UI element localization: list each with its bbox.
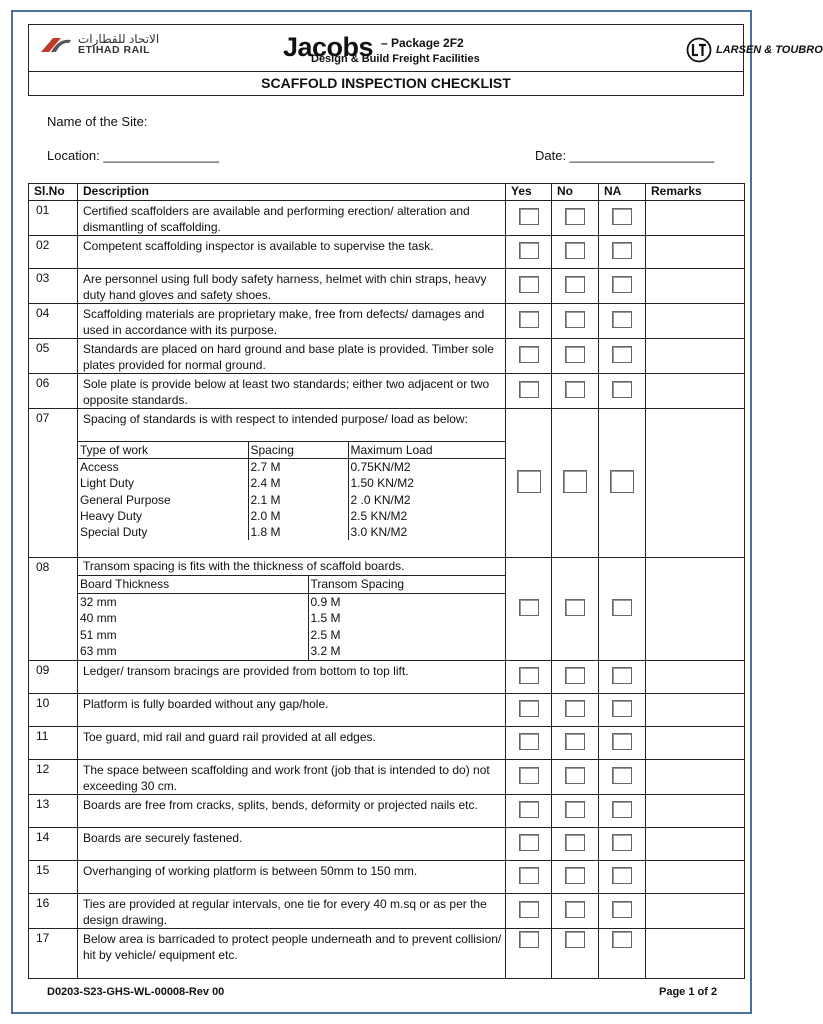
spacing-load: 2.5 KN/M2 xyxy=(348,508,505,524)
remarks-cell[interactable] xyxy=(646,693,745,726)
yes-checkbox[interactable] xyxy=(519,733,539,750)
checklist-title: SCAFFOLD INSPECTION CHECKLIST xyxy=(28,72,744,96)
table-row xyxy=(29,374,745,409)
yes-checkbox[interactable] xyxy=(519,667,539,684)
row-description: Toe guard, mid rail and guard rail provided at all edges. xyxy=(78,726,506,759)
no-checkbox[interactable] xyxy=(565,381,585,398)
no-checkbox[interactable] xyxy=(565,901,585,918)
no-checkbox[interactable] xyxy=(565,867,585,884)
yes-checkbox[interactable] xyxy=(519,242,539,259)
remarks-cell[interactable] xyxy=(646,339,745,374)
row-number: 04 xyxy=(29,304,78,339)
yes-checkbox[interactable] xyxy=(519,931,539,948)
table-row xyxy=(29,236,745,269)
etihad-rail-mark-icon xyxy=(39,34,73,54)
checklist-table xyxy=(28,183,745,979)
row-number: 07 xyxy=(29,409,78,558)
row-description: Ties are provided at regular intervals, one tie for every 40 m.sq or as per the design drawing. xyxy=(78,893,506,928)
na-checkbox[interactable] xyxy=(612,801,632,818)
table-row xyxy=(29,759,745,794)
row-description: Certified scaffolders are available and performing erection/ alteration and dismantling of scaffolding. xyxy=(78,201,506,236)
table-row xyxy=(29,726,745,759)
col-slno: Sl.No xyxy=(29,184,78,201)
remarks-cell[interactable] xyxy=(646,860,745,893)
transom-row xyxy=(78,610,505,627)
package-label: – Package 2F2 xyxy=(381,36,464,50)
yes-checkbox[interactable] xyxy=(519,599,539,616)
na-checkbox[interactable] xyxy=(612,242,632,259)
table-row xyxy=(29,928,745,978)
table-header-row xyxy=(29,184,745,201)
spacing-load: 1.50 KN/M2 xyxy=(348,475,505,491)
table-row-transom-spacing xyxy=(29,558,745,661)
no-checkbox[interactable] xyxy=(565,667,585,684)
spacing-type: Special Duty xyxy=(80,525,148,540)
transom-spacing: 2.5 M xyxy=(308,627,505,644)
project-subtitle: Design & Build Freight Facilities xyxy=(311,53,480,65)
spacing-type: Light Duty xyxy=(80,476,135,491)
yes-checkbox[interactable] xyxy=(519,311,539,328)
row-description: Standards are placed on hard ground and base plate is provided. Timber sole plates provided for normal ground. xyxy=(78,339,506,374)
remarks-cell[interactable] xyxy=(646,893,745,928)
yes-checkbox[interactable] xyxy=(519,381,539,398)
row-number: 17 xyxy=(29,928,78,978)
jacobs-logo: Jacobs xyxy=(283,32,374,62)
transom-row xyxy=(78,643,505,660)
row-description: Boards are free from cracks, splits, bends, deformity or projected nails etc. xyxy=(78,794,506,827)
row-number: 16 xyxy=(29,893,78,928)
no-checkbox[interactable] xyxy=(565,700,585,717)
row-description: Overhanging of working platform is between 50mm to 150 mm. xyxy=(78,860,506,893)
board-thickness: 51 mm xyxy=(80,627,117,642)
yes-checkbox[interactable] xyxy=(519,901,539,918)
transom-header-spacing: Transom Spacing xyxy=(308,576,505,594)
standards-spacing-table xyxy=(78,441,505,540)
table-row xyxy=(29,339,745,374)
no-checkbox[interactable] xyxy=(565,834,585,851)
na-checkbox[interactable] xyxy=(612,700,632,717)
row-description: Spacing of standards is with respect to intended purpose/ load as below: xyxy=(83,412,468,426)
spacing-row xyxy=(78,508,505,524)
col-no: No xyxy=(552,184,599,201)
no-checkbox[interactable] xyxy=(565,599,585,616)
no-checkbox[interactable] xyxy=(565,311,585,328)
table-row xyxy=(29,304,745,339)
row-description: Are personnel using full body safety harness, helmet with chin straps, heavy duty hand gloves and safety shoes. xyxy=(78,269,506,304)
spacing-header-type: Type of work xyxy=(78,442,248,459)
na-checkbox[interactable] xyxy=(612,733,632,750)
na-checkbox[interactable] xyxy=(612,867,632,884)
date-field[interactable]: Date: ____________________ xyxy=(535,148,715,163)
row-number: 03 xyxy=(29,269,78,304)
row-description-cell xyxy=(78,409,506,558)
row-description-cell xyxy=(78,558,506,661)
spacing-load: 3.0 KN/M2 xyxy=(348,524,505,540)
transom-row xyxy=(78,593,505,610)
na-checkbox[interactable] xyxy=(612,767,632,784)
no-checkbox[interactable] xyxy=(565,931,585,948)
row-number: 14 xyxy=(29,827,78,860)
row-number: 02 xyxy=(29,236,78,269)
spacing-load: 2 .0 KN/M2 xyxy=(348,492,505,508)
document-header xyxy=(28,24,823,72)
remarks-cell[interactable] xyxy=(646,269,745,304)
transom-row xyxy=(78,627,505,644)
row-number: 10 xyxy=(29,693,78,726)
row-number: 12 xyxy=(29,759,78,794)
na-checkbox[interactable] xyxy=(610,470,634,493)
table-row-standards-spacing xyxy=(29,409,745,558)
yes-checkbox[interactable] xyxy=(519,700,539,717)
yes-checkbox[interactable] xyxy=(519,801,539,818)
na-checkbox[interactable] xyxy=(612,599,632,616)
spacing-header-load: Maximum Load xyxy=(348,442,505,459)
transom-spacing: 0.9 M xyxy=(308,593,505,610)
location-field[interactable]: Location: ________________ xyxy=(47,148,220,163)
remarks-cell[interactable] xyxy=(646,409,745,558)
transom-spacing: 3.2 M xyxy=(308,643,505,660)
lt-logo xyxy=(686,37,823,63)
na-checkbox[interactable] xyxy=(612,931,632,948)
remarks-cell[interactable] xyxy=(646,201,745,236)
table-row xyxy=(29,860,745,893)
spacing-value: 2.1 M xyxy=(248,492,348,508)
table-row xyxy=(29,693,745,726)
na-checkbox[interactable] xyxy=(612,901,632,918)
na-checkbox[interactable] xyxy=(612,381,632,398)
col-na: NA xyxy=(599,184,646,201)
page-number: Page 1 of 2 xyxy=(659,986,718,998)
row-description: Ledger/ transom bracings are provided from bottom to top lift. xyxy=(78,660,506,693)
no-checkbox[interactable] xyxy=(563,470,587,493)
table-row xyxy=(29,893,745,928)
no-checkbox[interactable] xyxy=(565,276,585,293)
remarks-cell[interactable] xyxy=(646,558,745,661)
spacing-value: 1.8 M xyxy=(248,524,348,540)
transom-spacing-table xyxy=(78,575,505,660)
remarks-cell[interactable] xyxy=(646,928,745,978)
row-description: Sole plate is provide below at least two standards; either two adjacent or two opposite standards. xyxy=(78,374,506,409)
no-checkbox[interactable] xyxy=(565,346,585,363)
transom-header-thickness: Board Thickness xyxy=(78,576,308,594)
row-number: 11 xyxy=(29,726,78,759)
table-row xyxy=(29,660,745,693)
row-description: Below area is barricaded to protect people underneath and to prevent collision/ hit by vehicle/ equipment etc. xyxy=(78,928,506,978)
yes-checkbox[interactable] xyxy=(519,208,539,225)
table-row xyxy=(29,794,745,827)
spacing-row xyxy=(78,475,505,491)
remarks-cell[interactable] xyxy=(646,304,745,339)
remarks-cell[interactable] xyxy=(646,827,745,860)
no-checkbox[interactable] xyxy=(565,208,585,225)
lt-logo-text: LARSEN & TOUBRO xyxy=(716,44,823,56)
no-checkbox[interactable] xyxy=(565,801,585,818)
row-description: Scaffolding materials are proprietary make, free from defects/ damages and used in accordance with its purpose. xyxy=(78,304,506,339)
transom-header-row xyxy=(78,576,505,594)
yes-checkbox[interactable] xyxy=(519,867,539,884)
row-number: 01 xyxy=(29,201,78,236)
table-row xyxy=(29,201,745,236)
row-number: 09 xyxy=(29,660,78,693)
col-yes: Yes xyxy=(506,184,552,201)
row-description: Transom spacing is fits with the thickness of scaffold boards. xyxy=(83,559,405,573)
lt-mark-icon xyxy=(686,37,712,63)
row-number: 05 xyxy=(29,339,78,374)
na-checkbox[interactable] xyxy=(612,667,632,684)
na-checkbox[interactable] xyxy=(612,346,632,363)
transom-spacing: 1.5 M xyxy=(308,610,505,627)
na-checkbox[interactable] xyxy=(612,276,632,293)
yes-checkbox[interactable] xyxy=(519,276,539,293)
remarks-cell[interactable] xyxy=(646,236,745,269)
etihad-rail-logo xyxy=(39,33,159,56)
yes-checkbox[interactable] xyxy=(517,470,541,493)
row-description: Platform is fully boarded without any gap/hole. xyxy=(78,693,506,726)
remarks-cell[interactable] xyxy=(646,726,745,759)
board-thickness: 32 mm xyxy=(80,594,117,609)
row-number: 06 xyxy=(29,374,78,409)
row-number: 08 xyxy=(29,558,78,661)
spacing-value: 2.7 M xyxy=(248,459,348,476)
remarks-cell[interactable] xyxy=(646,794,745,827)
etihad-rail-arabic: الاتحاد للقطارات xyxy=(78,32,160,46)
row-number: 13 xyxy=(29,794,78,827)
spacing-load: 0.75KN/M2 xyxy=(348,459,505,476)
col-description: Description xyxy=(78,184,506,201)
col-remarks: Remarks xyxy=(646,184,745,201)
spacing-value: 2.0 M xyxy=(248,508,348,524)
spacing-row xyxy=(78,524,505,540)
spacing-row xyxy=(78,459,505,476)
spacing-header-spacing: Spacing xyxy=(248,442,348,459)
row-description: Boards are securely fastened. xyxy=(78,827,506,860)
table-row xyxy=(29,269,745,304)
table-row xyxy=(29,827,745,860)
no-checkbox[interactable] xyxy=(565,242,585,259)
spacing-type: Access xyxy=(80,460,119,475)
no-checkbox[interactable] xyxy=(565,767,585,784)
na-checkbox[interactable] xyxy=(612,208,632,225)
na-checkbox[interactable] xyxy=(612,834,632,851)
no-checkbox[interactable] xyxy=(565,733,585,750)
board-thickness: 40 mm xyxy=(80,611,117,625)
spacing-header-row xyxy=(78,442,505,459)
row-number: 15 xyxy=(29,860,78,893)
yes-checkbox[interactable] xyxy=(519,834,539,851)
yes-checkbox[interactable] xyxy=(519,767,539,784)
spacing-row xyxy=(78,492,505,508)
remarks-cell[interactable] xyxy=(646,660,745,693)
spacing-type: Heavy Duty xyxy=(80,508,143,523)
board-thickness: 63 mm xyxy=(80,644,117,658)
site-name-label: Name of the Site: xyxy=(47,114,148,129)
spacing-value: 2.4 M xyxy=(248,475,348,491)
row-description: The space between scaffolding and work front (job that is intended to do) not exceeding 30 cm. xyxy=(78,759,506,794)
remarks-cell[interactable] xyxy=(646,374,745,409)
yes-checkbox[interactable] xyxy=(519,346,539,363)
spacing-type: General Purpose xyxy=(80,492,171,507)
na-checkbox[interactable] xyxy=(612,311,632,328)
remarks-cell[interactable] xyxy=(646,759,745,794)
etihad-rail-english: ETIHAD RAIL xyxy=(78,44,150,56)
document-reference: D0203-S23-GHS-WL-00008-Rev 00 xyxy=(47,986,225,998)
row-description: Competent scaffolding inspector is available to supervise the task. xyxy=(78,236,506,269)
